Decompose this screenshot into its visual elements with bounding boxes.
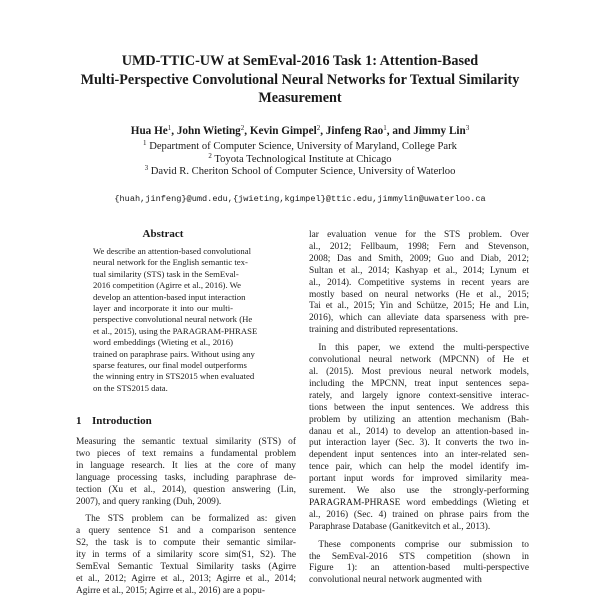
affiliation	[60, 166, 540, 179]
text-line: tence pair, which can help the model identify im-	[309, 462, 529, 473]
email-addresses: {huah,jinfeng}@umd.edu,{jwieting,kgimpel}@ttic.edu,jimmylin@uwaterloo.ca	[114, 194, 486, 204]
author-list	[40, 124, 560, 138]
text-line: The STS problem can be formalized as: given	[76, 514, 296, 525]
left-column-body	[76, 437, 296, 598]
text-line: S2, the task is to compute their semantic similar-	[76, 538, 296, 549]
text-line: including the MPCNN, treat input sentences sepa-	[309, 378, 529, 389]
affiliation-text: David R. Cheriton School of Computer Science, University of Waterloo	[150, 166, 456, 178]
text-line: lar evaluation venue for the STS problem. Over	[309, 230, 529, 240]
text-line: Agirre et al., 2015; Agirre et al., 2016) are a popu-	[76, 585, 265, 596]
text-line: danau et al., 2014) to develop an attention-based in-	[309, 426, 529, 437]
affiliation	[60, 141, 540, 154]
author-sep: ,	[244, 125, 250, 137]
affiliation-mark: 2	[208, 151, 212, 160]
text-line: the SemEval-2016 STS competition (shown in	[309, 551, 529, 562]
text-line: layer and incorporate it into our multi-	[93, 303, 233, 314]
author-affil-mark: 2	[240, 124, 245, 132]
text-line: et al., 2012; Agirre et al., 2013; Agirre et al., 2014;	[76, 573, 296, 584]
text-line: dependent input sentences into an inter-related sen-	[309, 450, 529, 461]
affiliation	[60, 151, 540, 167]
affiliation-mark: 1	[143, 139, 147, 147]
author-sep: ,	[320, 125, 326, 137]
text-line: put interaction layer (Sec. 3). It converts the two in-	[309, 438, 529, 449]
section-title: Introduction	[92, 415, 152, 427]
text-line: tions between the input sentences. We address this	[309, 402, 529, 413]
text-line: al., 2014). Competitive systems in recent years are	[309, 277, 529, 288]
text-line: PARAGRAM-PHRASE word embeddings (Wieting et	[309, 497, 529, 508]
paper-title	[60, 52, 540, 108]
text-line: Tai et al., 2015; Yin and Schütze, 2015; He and Lin,	[309, 301, 529, 312]
author-name: Hua He	[130, 125, 168, 137]
title-line: UMD-TTIC-UW at SemEval-2016 Task 1: Attention-Based	[121, 53, 479, 69]
text-line: al., 2012; Fellbaum, 1998; Fern and Stevenson,	[309, 241, 529, 252]
text-line: Sultan et al., 2014; Kashyap et al., 2014; Lynum et	[309, 265, 529, 276]
title-line: Multi-Perspective Convolutional Neural Networks for Textual Similarity	[80, 71, 520, 88]
author-name: John Wieting	[176, 125, 241, 137]
text-line: SemEval Semantic Textual Similarity tasks (Agirre	[76, 562, 296, 573]
text-line: tual similarity (STS) task in the SemEval-	[93, 268, 239, 279]
author-affil-mark: 3	[465, 124, 470, 132]
text-line: 2016 competition (Agirre et al., 2016). We	[93, 280, 241, 291]
text-line: neural network for the English semantic tex-	[93, 257, 248, 268]
text-line: perspective convolutional neural network (He	[93, 314, 253, 325]
text-line: 2007), and query ranking (Duh, 2009).	[76, 496, 222, 507]
text-line: al. (2015). Most previous neural network models,	[309, 366, 529, 377]
text-line: in language research. It lies at the core of many	[76, 460, 296, 471]
text-line: trained on paraphrase pairs. Without using any	[93, 348, 255, 359]
author-sep: , and	[386, 125, 414, 137]
affiliation-text: Department of Computer Science, University of Maryland, College Park	[149, 141, 457, 152]
text-line: portant input words for improved similarity mea-	[309, 474, 529, 485]
author-affil-mark: 2	[316, 124, 321, 132]
text-line: convolutional neural network (MPCNN) of He et	[309, 355, 529, 366]
affiliation-text: Toyota Technological Institute at Chicago	[214, 153, 392, 165]
text-line: We describe an attention-based convolutional	[93, 246, 252, 256]
title-line: Measurement	[258, 90, 342, 106]
text-line: convolutional neural network augmented with	[309, 575, 482, 586]
right-column-body	[309, 230, 529, 587]
author-name: Jimmy Lin	[413, 125, 466, 137]
text-line: surement. We also use the strongly-performing	[309, 486, 529, 497]
abstract-heading: Abstract	[142, 228, 184, 240]
text-line: Measuring the semantic textual similarity (STS) of	[76, 437, 296, 447]
text-line: a query sentence S1 and a comparison sentence	[76, 526, 296, 537]
text-line: two pieces of text remains a fundamental problem	[76, 448, 296, 459]
text-line: Paraphrase Database (Ganitkevitch et al., 2013).	[309, 521, 491, 532]
text-line: rately, and largely ignore context-sensitive interac-	[309, 390, 529, 401]
author-affil-mark: 1	[167, 124, 172, 132]
text-line: training and distributed representations.	[309, 325, 458, 336]
text-line: on the STS2015 data.	[93, 382, 168, 393]
section-number: 1	[76, 415, 82, 427]
author-name: Kevin Gimpel	[249, 125, 317, 137]
section-heading	[76, 415, 276, 427]
text-line: tection (Xu et al., 2014), question answering (Lin,	[76, 484, 296, 495]
text-line: word embeddings (Wieting et al., 2016)	[93, 337, 233, 348]
text-line: language processing tasks, including paraphrase de-	[76, 472, 296, 483]
text-line: develop an attention-based input interaction	[93, 291, 246, 302]
text-line: the winning entry in STS2015 when evaluated	[93, 371, 255, 382]
text-line: 2016), which can alleviate data sparseness with pre-	[309, 313, 529, 324]
text-line: mostly based on neural networks (He et al., 2015;	[309, 289, 529, 300]
text-line: ity in terms of a similarity score sim(S1, S2). The	[76, 550, 296, 561]
text-line: In this paper, we extend the multi-perspective	[309, 343, 529, 354]
abstract-body	[93, 246, 258, 394]
author-affil-mark: 1	[383, 124, 387, 132]
text-line: 2008; Das and Smith, 2009; Guo and Diab, 2012;	[309, 253, 529, 264]
text-line: sparse features, our final model outperforms	[93, 360, 247, 371]
affiliation-list	[60, 141, 540, 179]
text-line: Figure 1): an attention-based multi-perspective	[309, 563, 529, 574]
text-line: These components comprise our submission to	[309, 539, 529, 550]
affiliation-mark: 3	[144, 164, 149, 173]
text-line: problem by utilizing an attention mechanism (Bah-	[309, 414, 529, 425]
text-line: al., 2016) (Sec. 4) trained on phrase pairs from the	[309, 509, 529, 520]
author-name: Jinfeng Rao	[325, 125, 384, 137]
author-sep: ,	[171, 125, 177, 137]
text-line: et al., 2015), using the PARAGRAM-PHRASE	[93, 325, 258, 336]
